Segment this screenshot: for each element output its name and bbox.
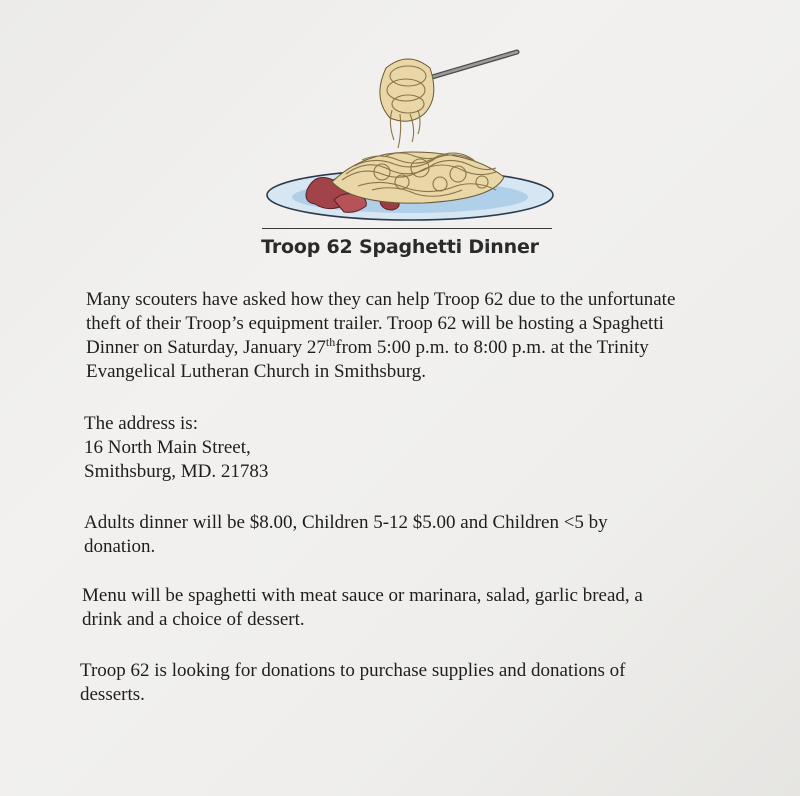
date-text: Dinner on Saturday, January 27 <box>86 337 326 358</box>
intro-line-date <box>86 336 766 360</box>
title-divider <box>262 228 552 229</box>
date-ordinal: th <box>325 335 336 349</box>
address-city: Smithsburg, MD. 21783 <box>84 461 269 482</box>
pricing-paragraph <box>84 511 764 559</box>
address-intro: The address is: <box>84 413 198 434</box>
address-street: 16 North Main Street, <box>84 437 251 458</box>
intro-line: Evangelical Lutheran Church in Smithsburg. <box>86 361 426 382</box>
page-title: Troop 62 Spaghetti Dinner <box>261 236 539 258</box>
intro-line: Many scouters have asked how they can help Troop 62 due to the unfortunate <box>86 289 676 310</box>
donations-paragraph <box>80 659 770 707</box>
donations-line: Troop 62 is looking for donations to purchase supplies and donations of <box>80 660 626 681</box>
intro-line: theft of their Troop’s equipment trailer. Troop 62 will be hosting a Spaghetti <box>86 313 664 334</box>
menu-line: drink and a choice of dessert. <box>82 609 305 630</box>
intro-paragraph <box>86 288 766 384</box>
address-block <box>84 412 584 484</box>
menu-paragraph <box>82 584 762 632</box>
spaghetti-plate-illustration <box>262 40 562 225</box>
donations-line: desserts. <box>80 684 145 705</box>
menu-line: Menu will be spaghetti with meat sauce or marinara, salad, garlic bread, a <box>82 585 643 606</box>
time-text: from 5:00 p.m. to 8:00 p.m. at the Trinity <box>335 337 649 358</box>
pricing-line: Adults dinner will be $8.00, Children 5-12 $5.00 and Children <5 by <box>84 512 608 533</box>
pricing-line: donation. <box>84 536 156 557</box>
